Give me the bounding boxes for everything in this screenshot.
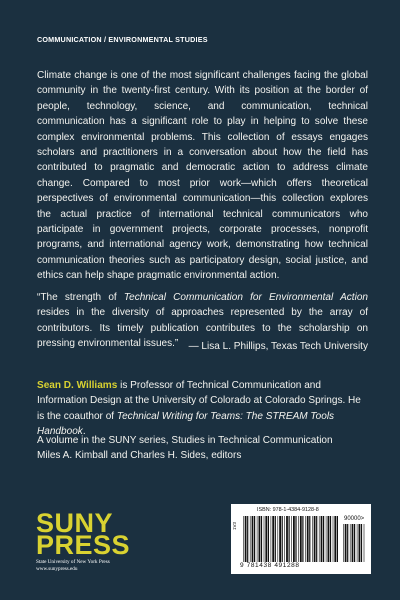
series-info [37,433,368,463]
author-bio-text: is Professor of Technical Communication and Information Design at the University of Colorado at Colorado Springs. He is the coauthor of [37,380,361,422]
price-barcode-icon [343,524,367,562]
author-book-title: Technical Writing for Teams: The STREAM Tools Handbook [37,410,335,438]
ean-digits: 9 781438 491288 [240,562,300,569]
category-label: COMMUNICATION / ENVIRONMENTAL STUDIES [37,35,208,44]
publisher-logo-line-2: PRESS [36,530,131,560]
ean-barcode-icon [243,516,339,562]
author-bio-end: . [82,426,86,438]
publisher-logo-line-1: SUNY [36,508,114,538]
series-line-1: A volume in the SUNY series, Studies in Technical Communication [37,435,333,446]
vertical-code: 1V3 [232,521,237,530]
quote-open: “The strength of [37,292,124,303]
publisher-logo [36,508,156,572]
quote-attribution: — Lisa L. Phillips, Texas Tech University [188,341,368,352]
barcode-panel [231,504,371,574]
author-bio [37,378,368,440]
series-line-2: Miles A. Kimball and Charles H. Sides, editors [37,450,242,462]
price-code: 90000> [344,516,365,522]
publisher-url: www.sunypress.edu [36,566,78,572]
description-blurb: Climate change is one of the most significant challenges facing the global community in the twenty-first century. With its position at the border of people, technology, science, and communication, technical communication has a significant role to play in helping to solve these complex environmental problems. This collection of essays engages scholars and practitioners in a conversation about how the field has contributed to pragmatic and democratic action to address climate change. Compared to most prior work—which offers theoretical perspectives of environmental communication—this collection explores the actual practice of international technical communicators who participate in government projects, corporate processes, nonprofit programs, and international agency work, demonstrating how technical communication theories such as participatory design, social justice, and ethics can help shape pragmatic environmental action. [37,70,368,282]
publisher-name: State University of New York Press [36,559,110,565]
quote-rest: resides in the diversity of approaches represented by the array of contributors. Its timely publication contributes to the scholarship on pressing environmental issues.” [37,307,368,350]
quote-book-title: Technical Communication for Environmental Action [123,292,368,303]
author-name: Sean D. Williams [37,380,118,391]
isbn-label: ISBN: 978-1-4384-9128-8 [257,507,319,513]
